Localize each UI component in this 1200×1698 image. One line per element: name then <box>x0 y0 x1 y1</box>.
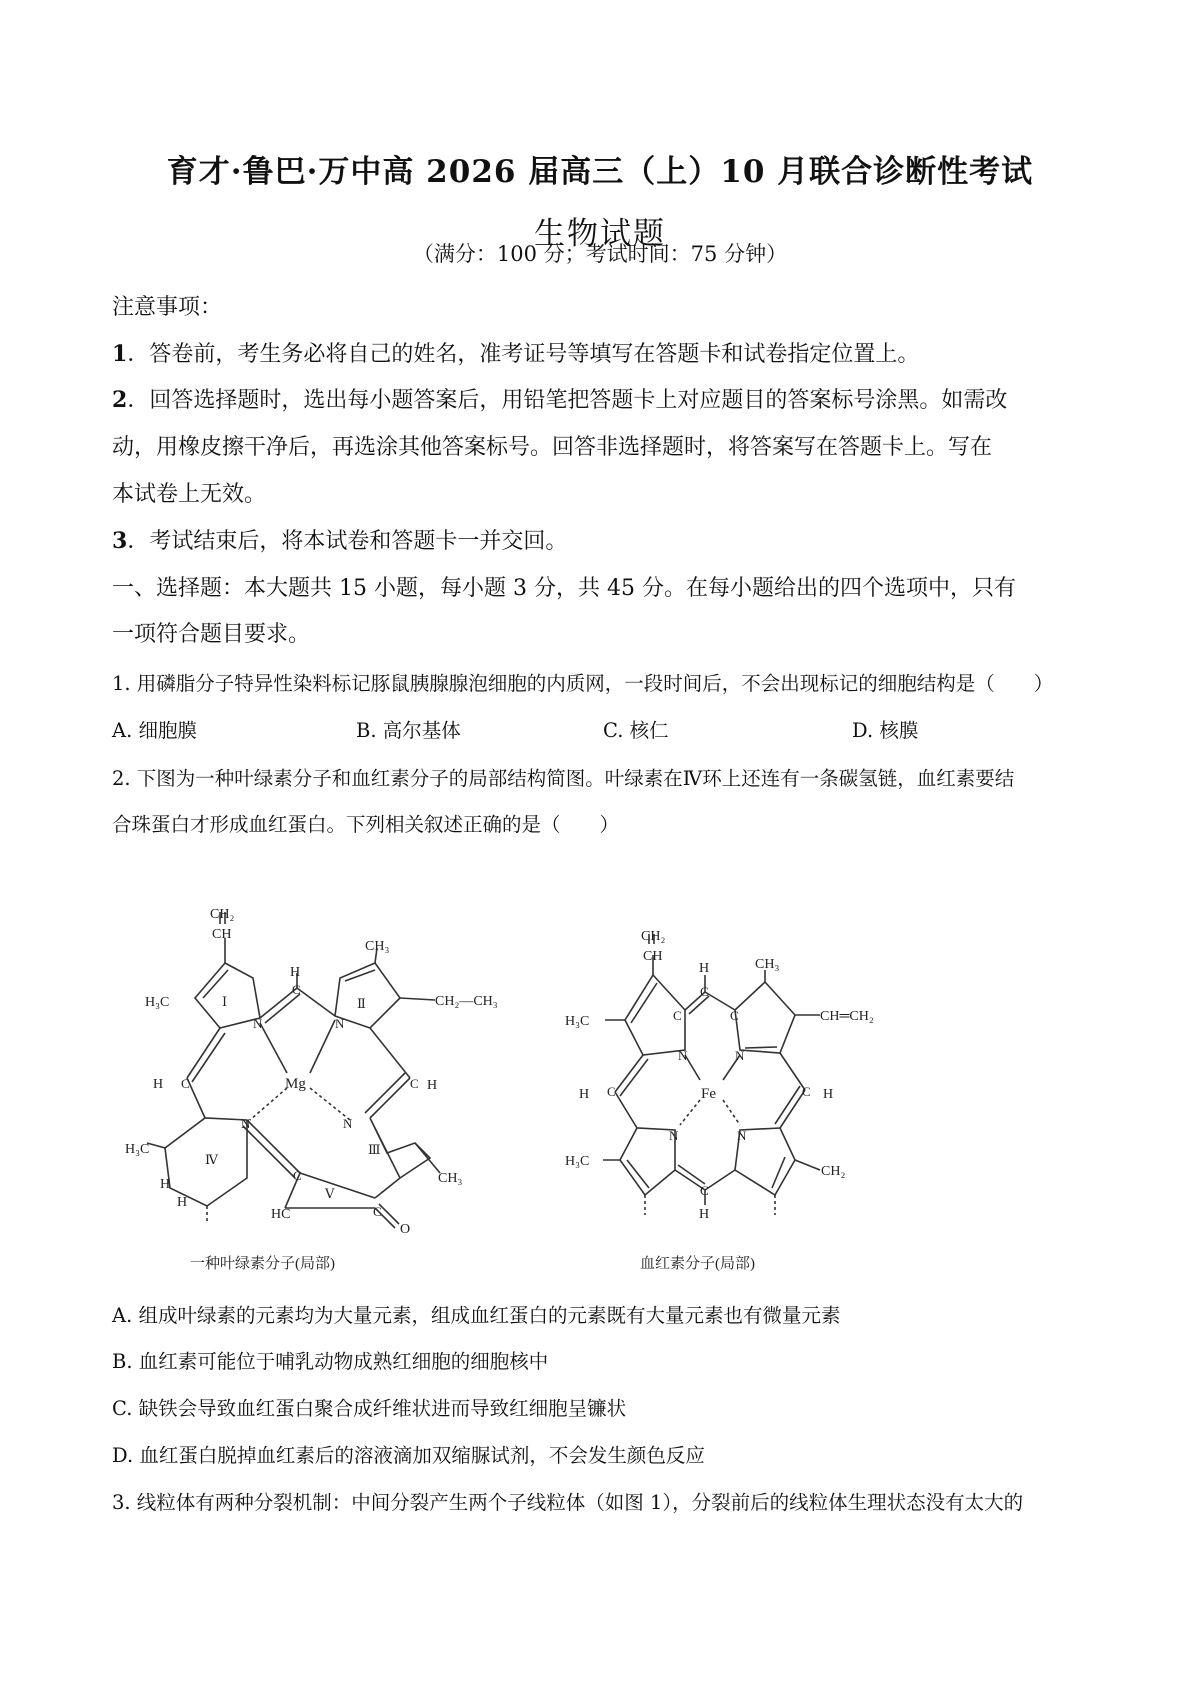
chlorophyll-figure <box>125 888 575 1282</box>
q2-option-c: C. 缺铁会导致血红蛋白聚合成纤维状进而导致红细胞呈镰状 <box>112 1397 627 1420</box>
label-c-left: C <box>181 1076 190 1091</box>
q2-stem: 2. 下图为一种叶绿素分子和血红素分子的局部结构简图。叶绿素在Ⅳ环上还连有一条碳氢链，血红素要结 <box>112 767 1015 790</box>
label-h-ring4b: H <box>177 1195 188 1210</box>
label-ch2: CH₂ <box>210 907 235 922</box>
ring-1: Ⅰ <box>222 994 228 1009</box>
heme-label-c1: C <box>673 1008 682 1023</box>
ring-5: Ⅴ <box>325 1186 335 1201</box>
heme-figure <box>565 920 965 1284</box>
notice-item-3: 3．考试结束后，将本试卷和答题卡一并交回。 <box>112 528 568 554</box>
heme-label-ch: CH <box>643 949 663 964</box>
heme-label-n1: N <box>678 1048 688 1063</box>
heme-label-chch2: CH═CH₂ <box>820 1009 874 1024</box>
heme-label-c-left: C <box>607 1084 616 1099</box>
q1-option-c: C. 核仁 <box>603 719 669 742</box>
q1-stem: 1. 用磷脂分子特异性染料标记豚鼠胰腺腺泡细胞的内质网，一段时间后，不会出现标记的细胞结构是（ ） <box>112 672 1054 695</box>
label-h-right: H <box>427 1078 438 1093</box>
exam-title: 育才·鲁巴·万中高 2026 届高三（上）10 月联合诊断性考试 <box>166 154 1034 190</box>
heme-label-ch2-right: CH₂ <box>821 1164 846 1179</box>
q1-option-a: A. 细胞膜 <box>112 719 197 742</box>
heme-label-n4: N <box>737 1128 747 1143</box>
label-n4: N <box>343 1116 353 1131</box>
label-ch2ch3: CH₂—CH₃ <box>435 994 498 1009</box>
q2-option-a: A. 组成叶绿素的元素均为大量元素，组成血红蛋白的元素既有大量元素也有微量元素 <box>112 1304 841 1327</box>
label-n3: N <box>241 1116 251 1131</box>
label-h-top: H <box>290 965 301 980</box>
subject-title: 生物试题 <box>534 216 666 252</box>
heme-label-h-left: H <box>579 1087 590 1102</box>
q2-option-d: D. 血红蛋白脱掉血红素后的溶液滴加双缩脲试剂，不会发生颜色反应 <box>112 1444 705 1467</box>
heme-label-fe: Fe <box>701 1086 716 1102</box>
heme-label-ch3: CH₃ <box>755 957 780 972</box>
heme-label-c-right: C <box>802 1084 811 1099</box>
label-h3c: H₃C <box>145 995 170 1010</box>
heme-caption: 血红素分子(局部) <box>640 1256 755 1272</box>
ring-2: Ⅱ <box>357 996 366 1011</box>
heme-label-n2: N <box>735 1048 745 1063</box>
heme-label-c-bottom: C <box>700 1183 709 1198</box>
ring-4: Ⅳ <box>205 1152 218 1167</box>
label-c-bottom: C <box>293 1168 302 1183</box>
notice-item-2-cont: 动，用橡皮擦干净后，再选涂其他答案标号。回答非选择题时，将答案写在答题卡上。写在 <box>112 435 993 460</box>
label-n1: N <box>253 1016 263 1031</box>
label-mg: Mg <box>285 1076 306 1092</box>
section-heading-cont: 一项符合题目要求。 <box>112 622 311 647</box>
label-ch3-right: CH₃ <box>438 1171 463 1186</box>
heme-label-h3c-2: H₃C <box>565 1154 590 1169</box>
label-h-left: H <box>153 1077 164 1092</box>
q1-option-d: D. 核膜 <box>852 719 919 742</box>
chlorophyll-structure <box>125 888 575 1278</box>
heme-structure <box>565 920 965 1280</box>
notice-item-1: 1．答卷前，考生务必将自己的姓名，准考证号等填写在答题卡和试卷指定位置上。 <box>112 341 920 367</box>
label-hc: HC <box>271 1207 291 1222</box>
heme-label-h-bottom: H <box>699 1207 710 1222</box>
label-h3c-2: H₃C <box>125 1142 150 1157</box>
label-ch3-top: CH₃ <box>365 939 390 954</box>
label-c-carbonyl: C <box>373 1204 382 1219</box>
q2-option-b: B. 血红素可能位于哺乳动物成熟红细胞的细胞核中 <box>112 1350 549 1373</box>
q3-stem: 3. 线粒体有两种分裂机制：中间分裂产生两个子线粒体（如图 1），分裂前后的线粒体生理状态没有太大的 <box>112 1491 1024 1514</box>
exam-meta: （满分：100 分；考试时间：75 分钟） <box>412 242 788 266</box>
section-heading: 一、选择题：本大题共 15 小题，每小题 3 分，共 45 分。在每小题给出的四个选项中，只有 <box>112 576 1016 601</box>
heme-label-h-right: H <box>823 1087 834 1102</box>
heme-label-c2: C <box>730 1008 739 1023</box>
notice-item-2: 2．回答选择题时，选出每小题答案后，用铅笔把答题卡上对应题目的答案标号涂黑。如需改 <box>112 387 1008 413</box>
heme-label-c-top: C <box>700 984 709 999</box>
notice-heading: 注意事项： <box>112 295 223 320</box>
q2-stem-cont: 合珠蛋白才形成血红蛋白。下列相关叙述正确的是（ ） <box>112 813 620 836</box>
label-n2: N <box>335 1016 345 1031</box>
ring-3: Ⅲ <box>368 1142 381 1157</box>
heme-label-ch2: CH₂ <box>641 929 666 944</box>
label-o: O <box>400 1222 411 1237</box>
label-c-right: C <box>410 1076 419 1091</box>
heme-label-h3c: H₃C <box>565 1014 590 1029</box>
notice-item-2-cont2: 本试卷上无效。 <box>112 482 267 507</box>
label-c-top: C <box>292 982 301 997</box>
heme-label-h-top: H <box>699 961 710 976</box>
heme-label-n3: N <box>669 1128 679 1143</box>
label-h-ring4: H <box>160 1177 171 1192</box>
chlorophyll-caption: 一种叶绿素分子(局部) <box>190 1256 335 1272</box>
q1-option-b: B. 高尔基体 <box>356 719 461 742</box>
label-ch: CH <box>212 927 232 942</box>
